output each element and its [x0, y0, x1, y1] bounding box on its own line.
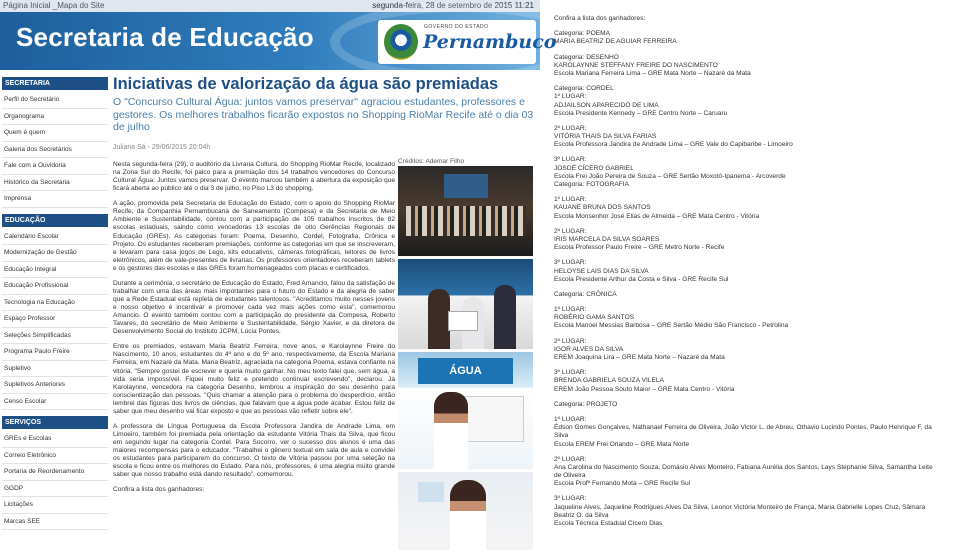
- photo-student: [434, 392, 468, 469]
- winner-line: Escola Frei João Pereira de Souza – GRE Sertão Moxotó-Ipanema - Arcoverde: [554, 172, 786, 180]
- spacer: [554, 118, 976, 125]
- winner-line: 1º LUGAR:: [554, 93, 587, 101]
- sidebar-item[interactable]: Fale com a Ouvidoria: [2, 158, 108, 175]
- winner-line: Categoria: PROJETO: [554, 400, 618, 408]
- winner-line: 3º LUGAR:: [554, 156, 587, 164]
- winner-line: IRIS MARCELA DA SILVA SOARES: [554, 235, 660, 243]
- spacer: [554, 394, 976, 401]
- winner-line: 3º LUGAR:: [554, 495, 587, 503]
- photo-plaque: [448, 311, 478, 331]
- winner-line: 3º LUGAR:: [554, 369, 587, 377]
- photo-credit: Créditos: Ademar Filho: [398, 158, 465, 165]
- article-paragraph: Nesta segunda-feira (29), o auditório da Livraria Cultura, do Shopping RioMar Recife, localizado na Zona Sul do Recife, foi palco para a premiação dos 14 trabalhos vencedores do Concurso Cultural Água: Juntos vamos preservar. O evento marcou também a abertura da exposição que ficará aberta ao público até o dia 3 de julho, no Piso L3 do shopping.: [113, 161, 395, 193]
- photo-student: [450, 480, 486, 550]
- article-paragraph: Confira a lista dos ganhadores:: [113, 486, 205, 494]
- winner-line: ROBÉRIO GAMA SANTOS: [554, 314, 635, 322]
- spacer: [554, 299, 976, 306]
- state-name: Pernambuco: [423, 31, 557, 53]
- article-paragraph: Entre os premiados, estavam Maria Beatriz Ferreira, nove anos, e Karolaynne Freire do Nascimento, 10 anos, estudantes do 4º ano e do 5º ano, respectivamente, da Escola Mariana Ferreira, em Nazaré da Mata. Maria Beatriz, agraciada na categoria Poema, estava confiante na vitória. "Sempre gostei de escrever e queria muito ganhar. No meu texto falei que, sem água, a vida seria impossível. Fiquei muito feliz e pretendo continuar escrevendo", declarou. Já Karolaynne, vencedora na categoria Desenho, lembrou a inspiração do seu desenho para conscientização das pessoas. "Quis chamar a atenção para o problema do desperdício, então lembrei das figuras dos livros de ciências, que falavam que a água pode acabar. Estou feliz de saber que meu desenho vai ficar exposto e que as pessoas vão refletir sobre ele".: [113, 343, 395, 416]
- article-header: [113, 75, 537, 151]
- spacer: [554, 331, 976, 338]
- spacer: [554, 149, 976, 156]
- spacer: [554, 362, 976, 369]
- article-body: [113, 161, 395, 501]
- winner-line: Escola Presidente Kennedy – GRE Centro Norte – Caruaru: [554, 109, 728, 117]
- sidebar-item[interactable]: Organograma: [2, 109, 108, 126]
- sidebar-item[interactable]: Correio Eletrônico: [2, 448, 108, 465]
- winner-line: Escola Professora Jandira de Andrade Lima – GRE Vale do Capibaribe - Limoeiro: [554, 141, 793, 149]
- photo-screen: [444, 174, 488, 198]
- photo-award[interactable]: [398, 259, 533, 349]
- current-date: segunda-feira, 28 de setembro de 2015 11:21: [372, 1, 534, 10]
- winner-line: EREM Joaquina Lira – GRE Mata Norte – Nazaré da Mata: [554, 354, 725, 361]
- article-paragraph: A ação, promovida pela Secretaria de Educação do Estado, com o apoio do Shopping RioMar Recife, da Companhia Pernambucana de Saneamento (Compesa) e da Secretaria de Meio Ambiente e Sustentabilidade, contou com a participação de 105 trabalhos inscritos de 82 escolas estaduais, saindo como vencedoras 13 escolas de oito Gerências Regionais de Educação (GREs). As categorias foram: Poema, Desenho, Cordel, Fotografia, Crônica e Projeto. Os estudantes receberam premiações, conforme as categorias em que se inscreveram, e levaram para casa jogos de Lego, kits educativos, câmeras fotográficas, leitores de livros eletrônicos, além de vale-presentes de livrarias. Os professores orientadores receberam tablets e os gestores das escolas e das GREs foram homenageados com placas e certificados.: [113, 200, 395, 272]
- sidebar-item[interactable]: Marcas SEE: [2, 514, 108, 531]
- spacer: [554, 284, 976, 291]
- winner-line: Escola Manoel Messias Barbosa – GRE Sertão Médio São Francisco - Petrolina: [554, 322, 789, 330]
- sidebar-item[interactable]: Portaria de Reordenamento: [2, 464, 108, 481]
- winner-line: 3º LUGAR:: [554, 259, 587, 267]
- winner-line: Categoria: FOTOGRAFIA: [554, 181, 629, 188]
- state-seal-icon: [384, 24, 418, 60]
- sidebar-item[interactable]: Modernização de Gestão: [2, 245, 108, 262]
- photo-board: [464, 396, 524, 442]
- sidebar-item[interactable]: Censo Escolar: [2, 394, 108, 411]
- winner-line: Escola Mariana Ferreira Lima – GRE Mata Norte – Nazaré da Mata: [554, 69, 751, 77]
- article-paragraph: Durante a cerimônia, o secretário de Educação do Estado, Fred Amancio, falou da satisfação de trabalhar com uma das áreas mais importantes para o futuro do Estado e da alegria de saber que a Rede Estadual está repleta de estudantes talentosos. "Acreditamos muito nesses jovens e nosso objetivo é incentivar e promover cada vez mais ações como esta", comemorou Amancio. O evento também contou com a participação do presidente da Compesa, Roberto Tavares, do secretário de Meio Ambiente e Sustentabilidade, Sérgio Xavier, e da diretora de Desenvolvimento Social do Instituto JCPM, Lúcia Pontes.: [113, 279, 395, 336]
- photo-group: [406, 206, 526, 236]
- sidebar: [2, 77, 108, 530]
- winner-line: EREM João Pessoa Souto Maior – GRE Mata Centro - Vitória: [554, 385, 735, 393]
- sidebar-item[interactable]: Espaço Professor: [2, 311, 108, 328]
- photo-column: [398, 158, 534, 553]
- article-subtitle: O "Concurso Cultural Água: juntos vamos preservar" agraciou estudantes, professores e gestores. Os melhores trabalhos ficarão expostos no Shopping RioMar Recife até o dia 03 de julho: [113, 96, 534, 133]
- sidebar-item[interactable]: Supletivos Anteriores: [2, 377, 108, 394]
- photo-person: [494, 285, 516, 349]
- photo-person: [428, 289, 450, 349]
- winner-line: Édson Gomes Gonçalves, Nathanael Ferreira de Oliveira, João Victor L. de Abreu, Othavio Lucindo Pontes, Paulo Henrique F. da: [554, 424, 932, 432]
- winner-line: JOSDÉ CÍCERO GABRIEL: [554, 164, 634, 172]
- sidebar-item[interactable]: Imprensa: [2, 191, 108, 208]
- spacer: [554, 23, 976, 30]
- sidebar-item[interactable]: Programa Paulo Freire: [2, 344, 108, 361]
- winner-line: Confira a lista dos ganhadores:: [554, 15, 646, 22]
- sidebar-item[interactable]: Supletivo: [2, 361, 108, 378]
- spacer: [554, 221, 976, 228]
- winner-line: MARIA BEATRIZ DE AGUIAR FERREIRA: [554, 38, 677, 46]
- spacer: [554, 449, 976, 456]
- winner-line: 2º LUGAR:: [554, 337, 587, 345]
- winner-line: 2º LUGAR:: [554, 455, 587, 463]
- sidebar-item[interactable]: GREs e Escolas: [2, 431, 108, 448]
- sidebar-section-title: SERVIÇOS: [2, 416, 108, 429]
- winner-line: BRENDA GABRIELA SOUZA VILELA: [554, 377, 664, 385]
- sidebar-item[interactable]: Calendário Escolar: [2, 229, 108, 246]
- article-byline: Juliana Sá - 29/06/2015 20:04h: [113, 143, 211, 151]
- winner-line: Jaqueline Alves, Jaqueline Rodrigues Alves Da Silva, Leonor Victória Monteiro de França, Maria Gabrielle Lopes Cruz, Sâmara: [554, 503, 926, 511]
- winner-line: 1º LUGAR:: [554, 415, 587, 423]
- winner-line: HELOYSE LAIS DIAS DA SILVA: [554, 267, 649, 275]
- photo-student-exhibit[interactable]: [398, 352, 533, 469]
- sidebar-item[interactable]: Galeria dos Secretários: [2, 142, 108, 159]
- photo-ceremony[interactable]: [398, 166, 533, 256]
- spacer: [554, 189, 976, 196]
- sidebar-item[interactable]: Histórico da Secretaria: [2, 175, 108, 192]
- winner-line: Categoria: POEMA: [554, 30, 611, 38]
- sidebar-item[interactable]: Educação Profissional: [2, 278, 108, 295]
- sidebar-section-title: EDUCAÇÃO: [2, 214, 108, 227]
- sidebar-item[interactable]: GGDP: [2, 481, 108, 498]
- photo-card: [418, 482, 444, 502]
- winner-line: Ana Carolina do Nascimento Souza, Domásio Alves Monteiro, Fabiana Aurélia dos Santos, Lays Stephanie Silva, Samantha Leite: [554, 463, 933, 471]
- photo-student-portrait[interactable]: [398, 472, 533, 550]
- winner-line: 2º LUGAR:: [554, 124, 587, 132]
- winner-line: IGOR ALVES DA SILVA: [554, 345, 624, 353]
- winner-line: VITÓRIA THAIS DA SILVA FARIAS: [554, 133, 657, 141]
- site-title[interactable]: Secretaria de Educação: [16, 22, 314, 52]
- article-paragraph: A professora de Língua Portuguesa da Escola Professora Jandira de Andrade Lima, em Limoeiro, também foi premiada pela orientação da estudante Vitória Thais da Silva, que ficou em segundo lugar na categoria Cordel. Para Socorro, ver o sucesso dos alunos é uma das maiores recompensas para o educador. "Trabalhei o gênero textual em sala de aula e convidei os estudantes para participarem do concurso. O texto de Vitória passou por uma seleção na escola e ficou entre os melhores do Estado. Para nós, professores, é uma alegria muito grande saber que nosso trabalho está dando resultado", comemorou.: [113, 422, 395, 479]
- winner-line: Beatriz O. da Silva: [554, 511, 609, 519]
- top-links[interactable]: Página Inicial _Mapa do Site: [3, 1, 105, 10]
- sidebar-section-title: SECRETARIA: [2, 77, 108, 90]
- winners-list: [554, 15, 976, 528]
- sidebar-item[interactable]: Quem é quem: [2, 125, 108, 142]
- winner-line: Escola Profº Fernando Mota – GRE Recife Sul: [554, 480, 691, 488]
- spacer: [554, 78, 976, 85]
- winner-line: Escola Monsenhor José Elias de Almeida – GRE Mata Centro - Vitória: [554, 212, 760, 220]
- winner-line: Escola Professor Paulo Freire – GRE Metro Norte - Recife: [554, 244, 725, 252]
- winner-line: KAUANE BRUNA DOS SANTOS: [554, 204, 651, 212]
- winner-line: Categoria: CORDEL: [554, 85, 614, 93]
- sidebar-item[interactable]: Educação Integral: [2, 262, 108, 279]
- winner-line: KAROLAYNNE STEFFANY FREIRE DO NASCIMENTO: [554, 61, 718, 69]
- winner-line: Silva: [554, 432, 569, 440]
- article-title: Iniciativas de valorização da água são premiadas: [113, 75, 499, 93]
- sidebar-item[interactable]: Perfil do Secretário: [2, 92, 108, 109]
- winner-line: Categoria: DESENHO: [554, 53, 619, 61]
- winner-line: Escola Técnica Estadual Cícero Dias: [554, 520, 663, 527]
- spacer: [554, 47, 976, 54]
- winner-line: ADJAILSON APARECIDO DE LIMA: [554, 101, 659, 109]
- winner-line: Escola Presidente Arthur da Costa e Silva - GRE Recife Sul: [554, 275, 729, 283]
- sidebar-item[interactable]: Licitações: [2, 497, 108, 514]
- spacer: [554, 252, 976, 259]
- spacer: [554, 409, 976, 416]
- header-banner: [0, 12, 557, 70]
- government-logo[interactable]: [378, 20, 557, 64]
- government-label: GOVERNO DO ESTADO: [424, 24, 489, 30]
- winner-line: 1º LUGAR:: [554, 306, 587, 314]
- winner-line: de Oliveira: [554, 472, 586, 480]
- winner-line: 1º LUGAR:: [554, 196, 587, 204]
- sidebar-item[interactable]: Seleções Simplificadas: [2, 328, 108, 345]
- photo-banner: ÁGUA: [418, 358, 513, 384]
- winner-line: Escola EREM Frei Orlando – GRE Mata Norte: [554, 440, 690, 448]
- sidebar-item[interactable]: Tecnologia na Educação: [2, 295, 108, 312]
- winner-line: 2º LUGAR:: [554, 227, 587, 235]
- spacer: [554, 488, 976, 495]
- winner-line: Categoria: CRÔNICA: [554, 290, 617, 298]
